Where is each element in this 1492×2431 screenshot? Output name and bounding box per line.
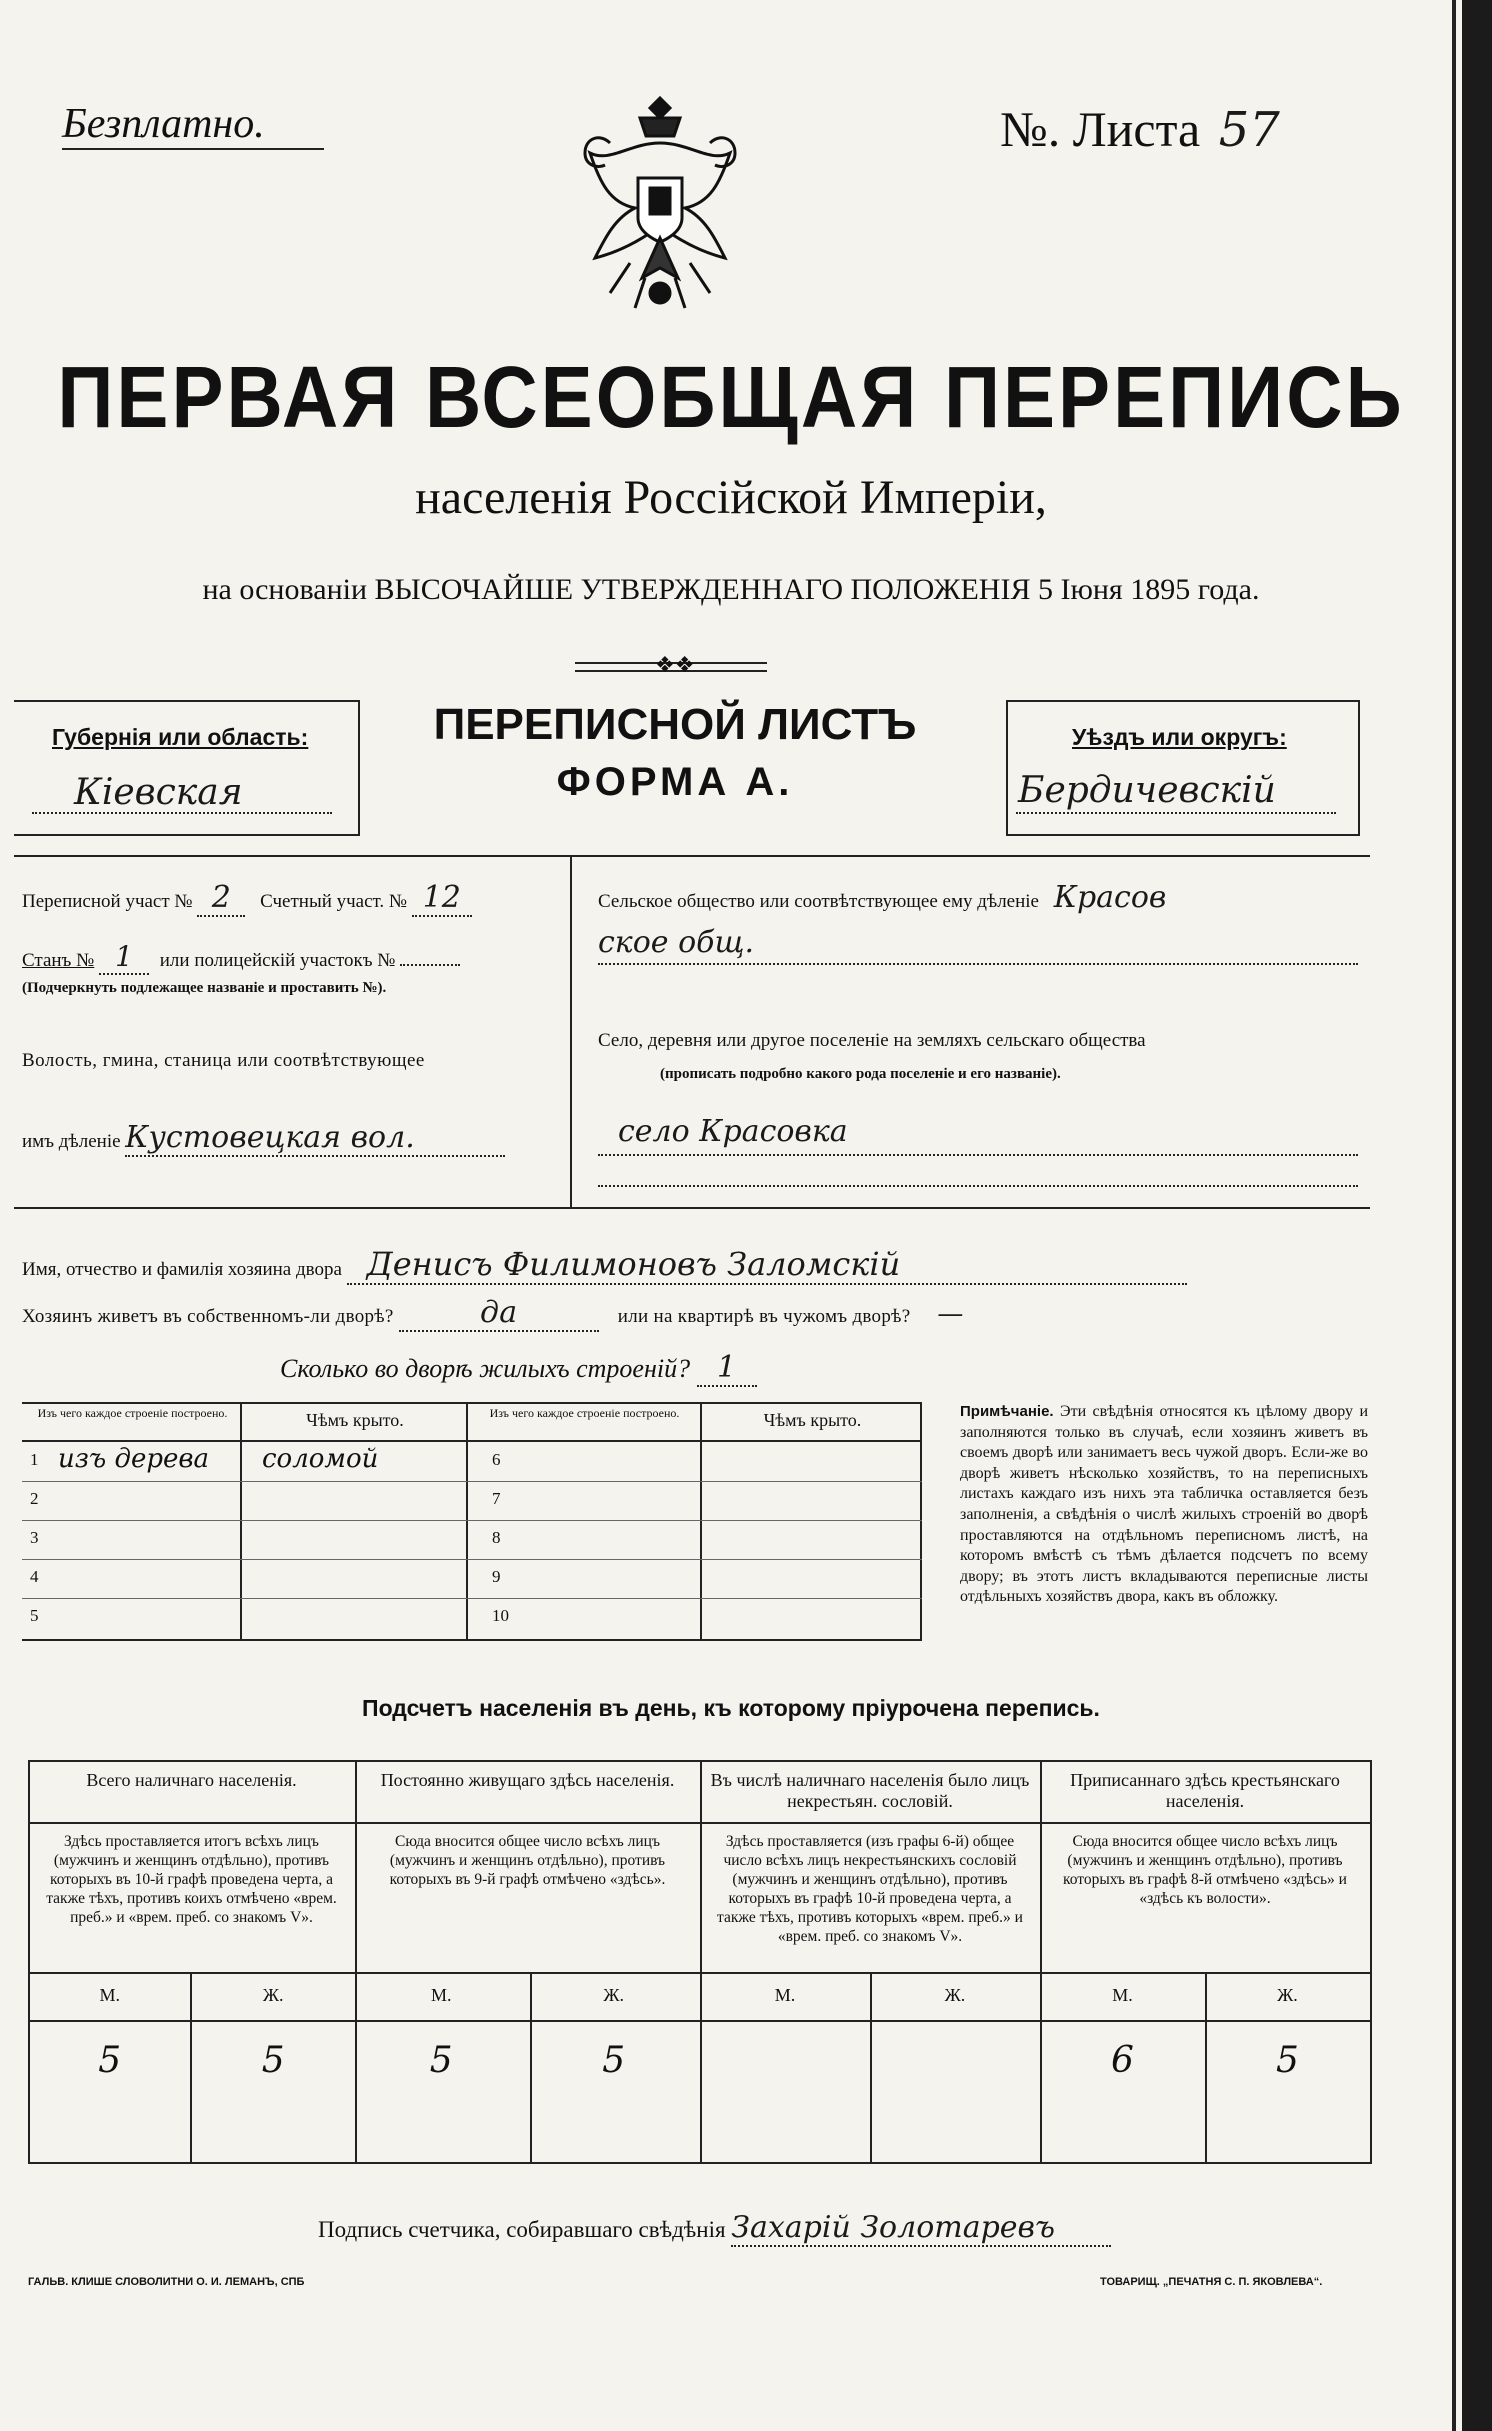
ct-col-head: Въ числѣ наличнаго населенія было лицъ некрестьян. сословій.: [710, 1770, 1030, 1811]
bt-row-number: 9: [492, 1567, 501, 1586]
society-row: [598, 880, 1166, 915]
note-title: Примѣчаніе.: [960, 1403, 1054, 1420]
police-label: или полицейскій участокъ №: [159, 950, 396, 971]
bt-head-rule: [22, 1440, 922, 1442]
ct-vline: [355, 1760, 357, 2162]
free-label: Безплатно.: [62, 101, 265, 147]
form-subtitle: ФОРМА А.: [556, 760, 794, 804]
ct-col-head: Всего наличнаго населенія.: [86, 1770, 297, 1790]
province-value: Кіевская: [74, 772, 243, 813]
owner-name-label: Имя, отчество и фамилія хозяина двора: [22, 1259, 342, 1280]
volost-label-2: имъ дѣленіе: [22, 1131, 121, 1152]
main-title: ПЕРВАЯ ВСЕОБЩАЯ ПЕРЕПИСЬ: [57, 347, 1405, 447]
bt-col-roof-right: Чѣмъ крыто.: [763, 1410, 862, 1430]
district-underline: [1016, 812, 1336, 814]
bt-row-rule: [22, 1520, 922, 1521]
bt-col-material-right: Изъ чего каждое строеніе построено.: [489, 1406, 680, 1420]
subtitle: населенія Россійской Имперіи,: [415, 471, 1047, 524]
province-box: [14, 700, 360, 836]
bt-row-number: 1: [30, 1450, 39, 1469]
bt-row-number: 8: [492, 1528, 501, 1547]
bt-row-number: 2: [30, 1489, 39, 1508]
buildings-value: 1: [697, 1350, 757, 1387]
bt-row-number: 3: [30, 1528, 39, 1547]
society-label: Сельское общество или соотвѣтствующее ему дѣленіе: [598, 891, 1039, 912]
bt-row-rule: [22, 1481, 922, 1482]
ct-m-value: 5: [98, 2040, 122, 2081]
bt-row-rule: [22, 1559, 922, 1560]
count-section-label: Счетный участ. №: [260, 891, 408, 912]
bt-row-number: 7: [492, 1489, 501, 1508]
rented-label: или на квартирѣ въ чужомъ дворѣ?: [617, 1306, 911, 1327]
basis-line: на основаніи ВЫСОЧАЙШЕ УТВЕРЖДЕННАГО ПОЛОЖЕНІЯ 5 Іюня 1895 года.: [202, 573, 1260, 606]
district-label: Уѣздъ или округъ:: [1072, 724, 1287, 750]
sheet-number-value: 57: [1218, 102, 1280, 158]
ornament-center: ❖❖: [655, 652, 695, 677]
ct-f-label: Ж.: [944, 1985, 966, 2005]
own-yard-label: Хозяинъ живетъ въ собственномъ-ли дворѣ?: [22, 1306, 394, 1327]
volost-label-1: Волость, гмина, станица или соотвѣтствующее: [22, 1050, 425, 1071]
census-section-value: 2: [197, 880, 245, 917]
ct-vline: [700, 1760, 702, 2162]
bt-col-material-left: Изъ чего каждое строеніе построено.: [37, 1406, 228, 1420]
ct-desc-rule: [28, 1972, 1370, 1974]
form-title: ПЕРЕПИСНОЙ ЛИСТЪ: [433, 700, 917, 749]
ct-col-desc: Здѣсь проставляется (изъ графы 6-й) общее число всѣхъ лицъ некрестьянскихъ сословій (мужчинъ и женщинъ отдѣльно), противъ которыхъ въ графѣ 10-й проведена черта, а также тѣхъ, противъ которыхъ «врем. преб.» и «врем. преб. со знакомъ V».: [717, 1833, 1023, 1945]
ct-f-label: Ж.: [1277, 1985, 1298, 2005]
sheet-number: [1000, 100, 1280, 158]
census-section-label: Переписной участ: [22, 891, 170, 912]
village-line-2: [598, 1185, 1358, 1187]
ct-m-label: М.: [1112, 1985, 1133, 2005]
owner-name-value: Денисъ Филимоновъ Заломскій: [347, 1245, 1187, 1285]
location-divider: [570, 855, 572, 1207]
village-label: Село, деревня или другое поселеніе на земляхъ сельскаго общества: [598, 1030, 1146, 1051]
scan-edge: [1462, 0, 1492, 2431]
signature-label: Подпись счетчика, собиравшаго свѣдѣнія: [318, 2217, 726, 2242]
ct-m-value: 5: [429, 2040, 453, 2081]
free-underline: [62, 148, 324, 150]
count-title: Подсчетъ населенія въ день, къ которому пріурочена перепись.: [362, 1695, 1100, 1721]
ct-col-head: Приписаннаго здѣсь крестьянскаго населенія.: [1070, 1770, 1340, 1811]
stan-row: [22, 940, 460, 975]
census-section-no: №: [174, 891, 193, 912]
ct-f-label: Ж.: [603, 1985, 625, 2005]
ct-f-value: 5: [261, 2040, 285, 2081]
stan-label: Станъ №: [22, 950, 95, 971]
bt-row-roof: соломой: [262, 1444, 379, 1474]
ct-vline: [1040, 1760, 1042, 2162]
sheet-number-label: №. Листа: [1000, 101, 1201, 157]
ct-f-value: 5: [602, 2040, 626, 2081]
bt-row-number: 5: [30, 1606, 39, 1625]
ct-mf-rule: [28, 2020, 1370, 2022]
bt-row-number: 6: [492, 1450, 501, 1469]
footer-left: ГАЛЬВ. КЛИШЕ СЛОВОЛИТНИ О. И. ЛЕМАНЪ, СПБ: [28, 2276, 305, 2288]
bt-row-number: 4: [30, 1567, 39, 1586]
ct-col-head: Постоянно живущаго здѣсь населенія.: [380, 1770, 675, 1790]
ct-col-desc: Сюда вносится общее число всѣхъ лицъ (мужчинъ и женщинъ отдѣльно), противъ которыхъ въ графѣ 8-й отмѣчено «здѣсь» и «здѣсь къ волости».: [1063, 1833, 1347, 1907]
note-text: Эти свѣдѣнія относятся къ цѣлому двору и заполняются только въ случаѣ, если хозяинъ живетъ въ своемъ дворѣ или занимаетъ весь чужой дворъ. Если-же во дворѣ живетъ нѣсколько хозяйствъ, то на переписныхъ листахъ каждаго изъ нихъ эта табличка оставляется безъ заполненія, а свѣдѣнія о числѣ жилыхъ строеній во дворѣ проставляются на отдѣльномъ переписномъ листѣ, на которомъ вмѣстѣ съ тѣмъ дѣлается подсчетъ по всему двору; въ этотъ листъ вкладываются переписные листы отдѣльныхъ хозяйствъ двора, какъ въ обложку.: [960, 1403, 1369, 1606]
bt-row-number: 10: [492, 1606, 509, 1625]
ct-head-rule: [28, 1822, 1370, 1824]
ct-f-label: Ж.: [262, 1985, 284, 2005]
village-note: (прописать подробно какого рода поселеніе и его названіе).: [660, 1066, 1061, 1082]
ct-m-label: М.: [430, 1985, 452, 2005]
village-value: село Красовка: [618, 1114, 848, 1149]
province-underline: [32, 812, 332, 814]
police-note: (Подчеркнуть подлежащее названіе и проставить №).: [22, 980, 387, 996]
district-box: [1006, 700, 1360, 836]
own-yard-value: да: [399, 1295, 599, 1332]
census-section-row: [22, 880, 472, 917]
society-value-1: Красов: [1053, 880, 1167, 915]
ct-col-desc: Сюда вносится общее число всѣхъ лицъ (мужчинъ и женщинъ отдѣльно), противъ которыхъ въ 9-й графѣ отмѣчено «здѣсь».: [389, 1833, 666, 1888]
ct-m-label: М.: [774, 1985, 796, 2005]
volost-row: [22, 1120, 505, 1157]
ct-m-value: 6: [1111, 2040, 1134, 2081]
ct-m-label: М.: [99, 1985, 120, 2005]
province-label: Губернія или область:: [52, 724, 309, 750]
district-value: Бердичевскій: [1018, 770, 1276, 811]
rented-value: —: [937, 1299, 964, 1329]
own-yard-row: [22, 1295, 986, 1332]
society-value-2: ское общ.: [598, 925, 755, 960]
society-line-2: [598, 925, 1358, 965]
police-value-line: [400, 964, 460, 966]
stan-value: 1: [99, 940, 149, 975]
signature-row: [318, 2210, 1111, 2247]
count-section-value: 12: [412, 880, 472, 917]
owner-name-row: [22, 1245, 1187, 1285]
double-headed-eagle-emblem: [570, 88, 750, 328]
village-line: [598, 1114, 1358, 1156]
bt-row-rule: [22, 1598, 922, 1599]
bt-col-roof-left: Чѣмъ крыто.: [306, 1410, 404, 1430]
signature-value: Захарій Золотаревъ: [731, 2210, 1111, 2247]
buildings-label: Сколько во дворѣ жилыхъ строеній?: [280, 1354, 691, 1383]
bt-row-material: изъ дерева: [58, 1444, 210, 1474]
note-block: [960, 1402, 1368, 1608]
buildings-table: [22, 1402, 922, 1641]
ct-col-desc: Здѣсь проставляется итогъ всѣхъ лицъ (мужчинъ и женщинъ отдѣльно), противъ которыхъ въ 10-й графѣ проведена черта, а также тѣхъ, противъ коихъ отмѣчено «врем. преб.» и «врем. преб. со знакомъ V».: [46, 1833, 337, 1926]
buildings-row: [280, 1350, 757, 1387]
volost-value: Кустовецкая вол.: [125, 1120, 505, 1157]
ct-f-value: 5: [1276, 2040, 1299, 2081]
footer-right: ТОВАРИЩ. „ПЕЧАТНЯ С. П. ЯКОВЛЕВА“.: [1100, 2276, 1323, 2288]
